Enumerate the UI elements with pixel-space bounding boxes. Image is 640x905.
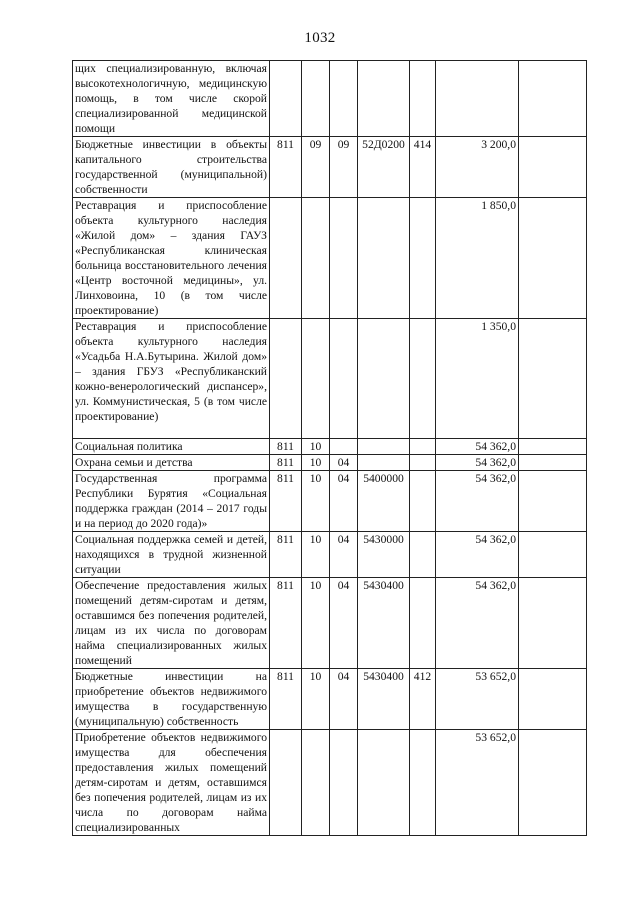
target-article-code-cell: 5430000 — [358, 532, 410, 578]
description-cell: Бюджетные инвестиции в объекты капитального строительства государственной (муниципальной) собственности — [73, 137, 270, 198]
grbs-code-cell: 811 — [270, 455, 302, 471]
grbs-code-cell: 811 — [270, 669, 302, 730]
grbs-code-cell — [270, 730, 302, 836]
amount-cell — [436, 61, 519, 137]
empty-cell — [519, 439, 587, 455]
empty-cell — [519, 532, 587, 578]
expense-type-code-cell — [410, 439, 436, 455]
description-cell: Охрана семьи и детства — [73, 455, 270, 471]
section-code-cell: 09 — [302, 137, 330, 198]
page-number: 1032 — [304, 30, 336, 46]
budget-table — [72, 60, 587, 836]
target-article-code-cell — [358, 730, 410, 836]
amount-cell: 54 362,0 — [436, 471, 519, 532]
expense-type-code-cell — [410, 578, 436, 669]
empty-cell — [519, 61, 587, 137]
subsection-code-cell: 04 — [330, 578, 358, 669]
section-code-cell: 10 — [302, 532, 330, 578]
grbs-code-cell — [270, 198, 302, 319]
target-article-code-cell: 5400000 — [358, 471, 410, 532]
expense-type-code-cell — [410, 471, 436, 532]
table-row — [73, 439, 587, 455]
description-cell: Социальная политика — [73, 439, 270, 455]
section-code-cell: 10 — [302, 578, 330, 669]
grbs-code-cell: 811 — [270, 471, 302, 532]
empty-cell — [519, 198, 587, 319]
grbs-code-cell: 811 — [270, 137, 302, 198]
expense-type-code-cell — [410, 455, 436, 471]
table-row — [73, 455, 587, 471]
table-row — [73, 137, 587, 198]
expense-type-code-cell — [410, 532, 436, 578]
amount-cell: 1 850,0 — [436, 198, 519, 319]
description-cell: Реставрация и приспособление объекта культурного наследия «Усадьба Н.А.Бутырина. Жилой дом» – здания ГБУЗ «Республиканский кожно-венерологический диспансер», ул. Коммунистическая, 5 (в том числе проектирование) — [73, 319, 270, 439]
section-code-cell: 10 — [302, 669, 330, 730]
subsection-code-cell — [330, 319, 358, 439]
expense-type-code-cell: 412 — [410, 669, 436, 730]
empty-cell — [519, 730, 587, 836]
description-cell: Бюджетные инвестиции на приобретение объектов недвижимого имущества в государственную (муниципальную) собственность — [73, 669, 270, 730]
description-cell: Приобретение объектов недвижимого имущества для обеспечения предоставления жилых помещений детям-сиротам и детям, оставшимся без попечения родителей, лицам из их числа по договорам найма специализированных — [73, 730, 270, 836]
description-cell: Социальная поддержка семей и детей, находящихся в трудной жизненной ситуации — [73, 532, 270, 578]
description-cell: щих специализированную, включая высокотехнологичную, медицинскую помощь, в том числе скорой специализированной медицинской помощи — [73, 61, 270, 137]
empty-cell — [519, 319, 587, 439]
table-row — [73, 730, 587, 836]
empty-cell — [519, 578, 587, 669]
section-code-cell — [302, 730, 330, 836]
amount-cell: 53 652,0 — [436, 669, 519, 730]
target-article-code-cell — [358, 439, 410, 455]
table-row — [73, 669, 587, 730]
table-row — [73, 471, 587, 532]
target-article-code-cell — [358, 61, 410, 137]
grbs-code-cell — [270, 61, 302, 137]
amount-cell: 54 362,0 — [436, 532, 519, 578]
expense-type-code-cell — [410, 730, 436, 836]
amount-cell: 3 200,0 — [436, 137, 519, 198]
table-row — [73, 532, 587, 578]
amount-cell: 1 350,0 — [436, 319, 519, 439]
subsection-code-cell — [330, 198, 358, 319]
empty-cell — [519, 455, 587, 471]
section-code-cell: 10 — [302, 439, 330, 455]
grbs-code-cell: 811 — [270, 439, 302, 455]
expense-type-code-cell — [410, 198, 436, 319]
description-cell: Обеспечение предоставления жилых помещений детям-сиротам и детям, оставшимся без попечения родителей, лицам из их числа по договорам найма специализированных жилых помещений — [73, 578, 270, 669]
target-article-code-cell: 5430400 — [358, 578, 410, 669]
amount-cell: 54 362,0 — [436, 455, 519, 471]
subsection-code-cell — [330, 439, 358, 455]
expense-type-code-cell — [410, 319, 436, 439]
amount-cell: 53 652,0 — [436, 730, 519, 836]
target-article-code-cell: 52Д0200 — [358, 137, 410, 198]
section-code-cell: 10 — [302, 455, 330, 471]
table-row — [73, 61, 587, 137]
target-article-code-cell — [358, 319, 410, 439]
target-article-code-cell — [358, 455, 410, 471]
target-article-code-cell — [358, 198, 410, 319]
section-code-cell — [302, 61, 330, 137]
empty-cell — [519, 137, 587, 198]
empty-cell — [519, 669, 587, 730]
grbs-code-cell: 811 — [270, 578, 302, 669]
description-cell: Реставрация и приспособление объекта культурного наследия «Жилой дом» – здания ГАУЗ «Республиканская клиническая больница восстановительного лечения «Центр восточной медицины», ул. Линховоина, 10 (в том числе проектирование) — [73, 198, 270, 319]
amount-cell: 54 362,0 — [436, 439, 519, 455]
grbs-code-cell: 811 — [270, 532, 302, 578]
subsection-code-cell: 04 — [330, 471, 358, 532]
subsection-code-cell: 04 — [330, 669, 358, 730]
section-code-cell — [302, 198, 330, 319]
subsection-code-cell — [330, 730, 358, 836]
section-code-cell: 10 — [302, 471, 330, 532]
table-row — [73, 198, 587, 319]
description-cell: Государственная программа Республики Бурятия «Социальная поддержка граждан (2014 – 2017 годы и на период до 2020 года)» — [73, 471, 270, 532]
amount-cell: 54 362,0 — [436, 578, 519, 669]
expense-type-code-cell: 414 — [410, 137, 436, 198]
grbs-code-cell — [270, 319, 302, 439]
expense-type-code-cell — [410, 61, 436, 137]
empty-cell — [519, 471, 587, 532]
table-row — [73, 319, 587, 439]
table-row — [73, 578, 587, 669]
target-article-code-cell: 5430400 — [358, 669, 410, 730]
subsection-code-cell: 09 — [330, 137, 358, 198]
section-code-cell — [302, 319, 330, 439]
subsection-code-cell — [330, 61, 358, 137]
subsection-code-cell: 04 — [330, 532, 358, 578]
subsection-code-cell: 04 — [330, 455, 358, 471]
